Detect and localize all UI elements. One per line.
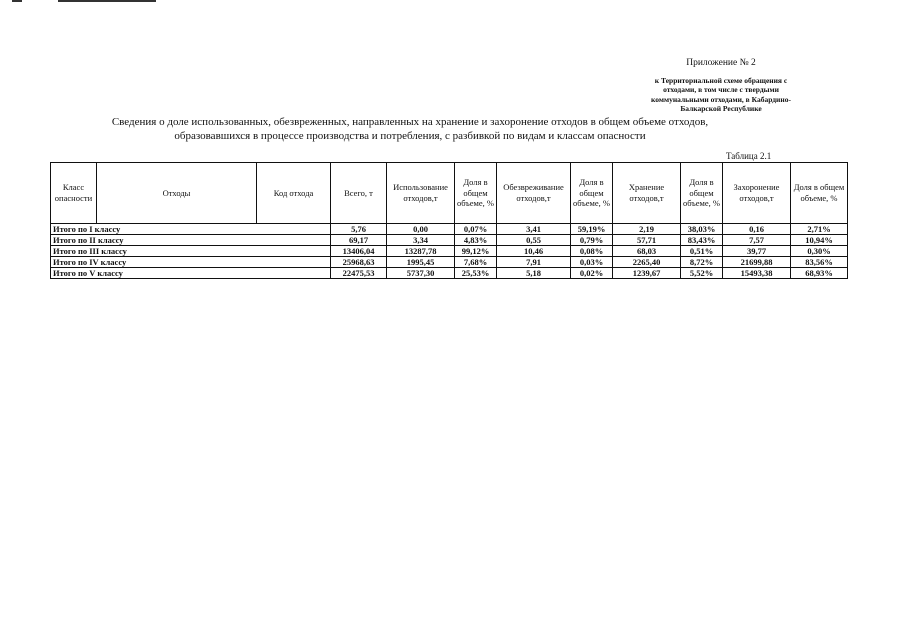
- cell-neutralized: 3,41: [497, 224, 571, 235]
- cell-used-share: 25,53%: [455, 268, 497, 279]
- header-cell: Доля в общем объеме, %: [791, 163, 848, 224]
- table-row: [51, 246, 848, 257]
- document-heading: [70, 115, 750, 144]
- header-cell: Доля в общем объеме, %: [681, 163, 723, 224]
- cell-neutralized-share: 0,03%: [571, 257, 613, 268]
- cell-used: 1995,45: [387, 257, 455, 268]
- row-label: Итого по III классу: [51, 246, 331, 257]
- cell-neutralized-share: 59,19%: [571, 224, 613, 235]
- cell-neutralized: 10,46: [497, 246, 571, 257]
- cell-neutralized: 7,91: [497, 257, 571, 268]
- row-label: Итого по V классу: [51, 268, 331, 279]
- cell-buried-share: 68,93%: [791, 268, 848, 279]
- cell-stored-share: 0,51%: [681, 246, 723, 257]
- cell-buried: 15493,38: [723, 268, 791, 279]
- cell-stored: 2,19: [613, 224, 681, 235]
- header-cell: Обезвреживание отходов,т: [497, 163, 571, 224]
- table-row: [51, 235, 848, 246]
- cell-stored: 57,71: [613, 235, 681, 246]
- cell-used-share: 4,83%: [455, 235, 497, 246]
- cell-used-share: 99,12%: [455, 246, 497, 257]
- cell-neutralized: 5,18: [497, 268, 571, 279]
- heading-line: образовавшихся в процессе производства и потребления, с разбивкой по видам и классам опасности: [174, 130, 646, 143]
- row-label: Итого по IV классу: [51, 257, 331, 268]
- appendix-note: [636, 58, 806, 113]
- appendix-line: отходами, в том числе с твердыми: [663, 85, 779, 95]
- heading-line: Сведения о доле использованных, обезвреженных, направленных на хранение и захоронение отходов в общем объеме отходов,: [111, 116, 709, 128]
- cell-neutralized-share: 0,08%: [571, 246, 613, 257]
- cell-buried: 39,77: [723, 246, 791, 257]
- cell-stored: 1239,67: [613, 268, 681, 279]
- scan-artifact: [0, 0, 160, 3]
- cell-buried-share: 2,71%: [791, 224, 848, 235]
- header-cell: Класс опасности: [51, 163, 97, 224]
- cell-buried: 21699,88: [723, 257, 791, 268]
- cell-buried: 7,57: [723, 235, 791, 246]
- cell-stored-share: 5,52%: [681, 268, 723, 279]
- cell-used: 0,00: [387, 224, 455, 235]
- cell-buried-share: 10,94%: [791, 235, 848, 246]
- row-label: Итого по I классу: [51, 224, 331, 235]
- cell-used-share: 7,68%: [455, 257, 497, 268]
- cell-buried-share: 83,56%: [791, 257, 848, 268]
- appendix-line: к Территориальной схеме обращения с: [654, 75, 788, 85]
- cell-neutralized-share: 0,02%: [571, 268, 613, 279]
- cell-stored: 2265,40: [613, 257, 681, 268]
- table-label: Таблица 2.1: [726, 151, 772, 161]
- header-cell: Хранение отходов,т: [613, 163, 681, 224]
- header-cell: Отходы: [97, 163, 257, 224]
- cell-used: 3,34: [387, 235, 455, 246]
- cell-stored: 68,03: [613, 246, 681, 257]
- appendix-line: коммунальными отходами, в Кабардино-: [651, 94, 791, 104]
- cell-total: 25968,63: [331, 257, 387, 268]
- cell-total: 5,76: [331, 224, 387, 235]
- cell-stored-share: 83,43%: [681, 235, 723, 246]
- table-header-row: [51, 163, 848, 224]
- appendix-line: Балкарской Республике: [680, 104, 762, 113]
- cell-used: 13287,78: [387, 246, 455, 257]
- cell-total: 22475,53: [331, 268, 387, 279]
- cell-stored-share: 38,03%: [681, 224, 723, 235]
- cell-total: 69,17: [331, 235, 387, 246]
- header-cell: Доля в общем объеме, %: [571, 163, 613, 224]
- row-label: Итого по II классу: [51, 235, 331, 246]
- header-cell: Код отхода: [257, 163, 331, 224]
- waste-table: [50, 162, 848, 279]
- cell-neutralized: 0,55: [497, 235, 571, 246]
- cell-used-share: 0,07%: [455, 224, 497, 235]
- cell-buried: 0,16: [723, 224, 791, 235]
- header-cell: Доля в общем объеме, %: [455, 163, 497, 224]
- cell-neutralized-share: 0,79%: [571, 235, 613, 246]
- cell-stored-share: 8,72%: [681, 257, 723, 268]
- header-cell: Захоронение отходов,т: [723, 163, 791, 224]
- cell-used: 5737,30: [387, 268, 455, 279]
- cell-total: 13406,04: [331, 246, 387, 257]
- cell-buried-share: 0,30%: [791, 246, 848, 257]
- header-cell: Использование отходов,т: [387, 163, 455, 224]
- header-cell: Всего, т: [331, 163, 387, 224]
- appendix-title: Приложение № 2: [686, 58, 756, 68]
- table-row: [51, 224, 848, 235]
- table-row: [51, 257, 848, 268]
- table-row: [51, 268, 848, 279]
